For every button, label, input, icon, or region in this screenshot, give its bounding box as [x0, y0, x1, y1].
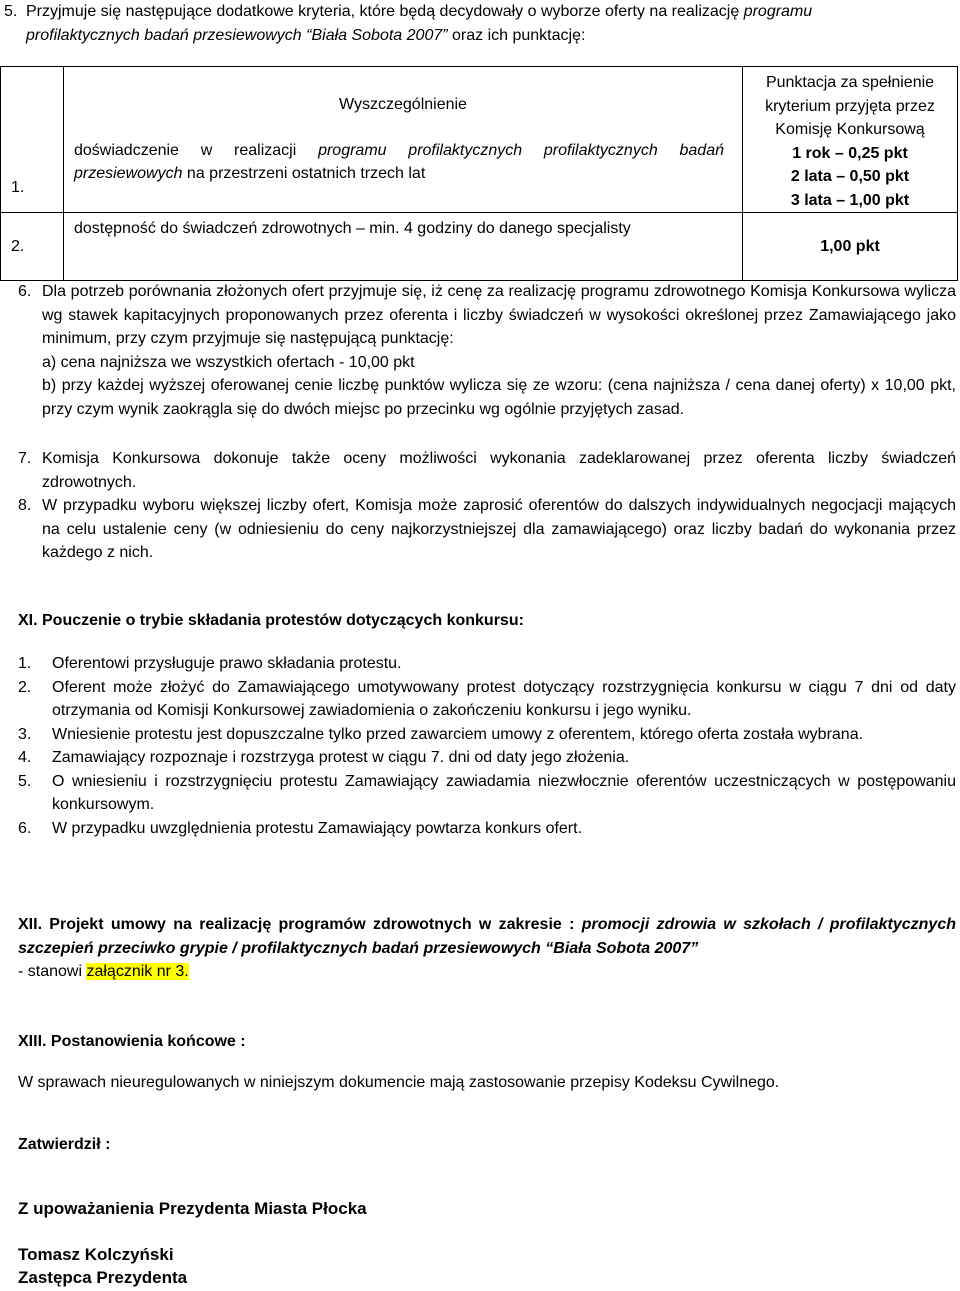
table-header-description: Wyszczególnienie	[64, 67, 743, 139]
table-cell-description-row2: dostępność do świadczeń zdrowotnych – min. 4 godziny do danego specjalisty	[64, 213, 743, 281]
paragraph-8: 8. W przypadku wyboru większej liczby ofert, Komisja może zaprosić oferentów do dalszych indywidualnych negocjacji mających na celu ustalenie ceny (w odniesieniu do ceny najkorzystniejszej dla zamawiającego) oraz liczby badań do wykonania przez każdego z nich.	[18, 497, 956, 561]
list-item: 2. Oferent może złożyć do Zamawiającego umotywowany protest dotyczący rozstrzygnięcia konkursu w ciągu 7 dni od daty otrzymania od Komisji Konkursowej zawiadomienia o zakończeniu konkursu i jego wyniku.	[18, 678, 956, 719]
list-item: 1. Oferentowi przysługuje prawo składania protestu.	[18, 655, 402, 672]
signatory-name: Tomasz Kolczyński	[18, 1245, 174, 1264]
section-xi-heading: XI. Pouczenie o trybie składania protestów dotyczących konkursu:	[18, 612, 524, 629]
list-item: 5. O wniesieniu i rozstrzygnięciu protestu Zamawiający zawiadamia niezwłocznie oferentów uczestniczących w postępowaniu konkursowym.	[18, 772, 956, 813]
paragraph-6: 6. Dla potrzeb porównania złożonych ofert przyjmuje się, iż cenę za realizację programu zdrowotnego Komisja Konkursowa wylicza wg stawek kapitacyjnych proponowanych przez oferenta i liczby świadczeń w wysokości określonej przez Zamawiającego jako minimum, przy czym przyjmuje się następującą punktację: a) cena najniższa we wszystkich ofertach - 10,00 pkt b) przy każdej wyższej oferowanej cenie liczbę punktów wylicza się ze wzoru: (cena najniższa / cena danej oferty) x 10,00 pkt, przy czym wynik zaokrągla się do dwóch miejsc po przecinku wg ogólnie przyjętych zasad.	[18, 280, 956, 421]
list-item: 4. Zamawiający rozpoznaje i rozstrzyga protest w ciągu 7. dni od daty jego złożenia.	[18, 749, 630, 766]
table-cell-description-row1: doświadczenie w realizacji programu profilaktycznych profilaktycznych badań przesiewowych na przestrzeni ostatnich trzech lat	[64, 139, 743, 213]
list-item: 6. W przypadku uwzględnienia protestu Zamawiający powtarza konkurs ofert.	[18, 819, 583, 837]
table-row-1-number: 1.	[1, 67, 64, 213]
list-item: 3. Wniesienie protestu jest dopuszczalne tylko przed zawarciem umowy z oferentem, którego oferta została wybrana.	[18, 725, 864, 743]
section-xiii-text: W sprawach nieuregulowanych w niniejszym dokumencie mają zastosowanie przepisy Kodeksu Cywilnego.	[18, 1074, 780, 1091]
table-cell-points-row1: Punktacja za spełnienie kryterium przyjęta przez Komisję Konkursową 1 rok – 0,25 pkt 2 lata – 0,50 pkt 3 lata – 1,00 pkt	[743, 67, 958, 213]
criteria-table	[0, 66, 958, 281]
signatory-title: Zastępca Prezydenta	[18, 1268, 188, 1287]
authority-line: Z upoważanienia Prezydenta Miasta Płocka	[18, 1199, 367, 1218]
paragraph-number: 5.	[4, 3, 18, 20]
approved-label: Zatwierdził :	[18, 1136, 111, 1153]
section-xi-list	[18, 652, 956, 840]
table-cell-points-row2: 1,00 pkt	[743, 213, 958, 281]
section-xiii-heading: XIII. Postanowienia końcowe :	[18, 1033, 246, 1050]
attachment-reference: załącznik nr 3.	[86, 963, 189, 980]
criterion-a: a) cena najniższa we wszystkich ofertach - 10,00 pkt	[42, 353, 415, 371]
section-xii-attachment: - stanowi załącznik nr 3.	[18, 963, 189, 980]
section-xii-heading: XII. Projekt umowy na realizację programów zdrowotnych w zakresie : promocji zdrowia w szkołach / profilaktycznych szczepień przeciwko grypie / profilaktycznych badań przesiewowych “Biała Sobota 2007”	[18, 916, 957, 957]
criterion-b: b) przy każdej wyższej oferowanej cenie liczbę punktów wylicza się ze wzoru: (cena najniższa / cena danej oferty) x 10,00 pkt, przy czym wynik zaokrągla się do dwóch miejsc po przecinku wg ogólnie przyjętych zasad.	[42, 377, 956, 418]
paragraph-5: 5. Przyjmuje się następujące dodatkowe kryteria, które będą decydowały o wyborze oferty na realizację programu profilaktycznych badań przesiewowych “Biała Sobota 2007” oraz ich punktację:	[4, 0, 954, 47]
paragraph-7: 7. Komisja Konkursowa dokonuje także oceny możliwości wykonania zadeklarowanej przez oferenta liczby świadczeń zdrowotnych.	[18, 450, 956, 491]
table-row-2-number: 2.	[1, 213, 64, 281]
